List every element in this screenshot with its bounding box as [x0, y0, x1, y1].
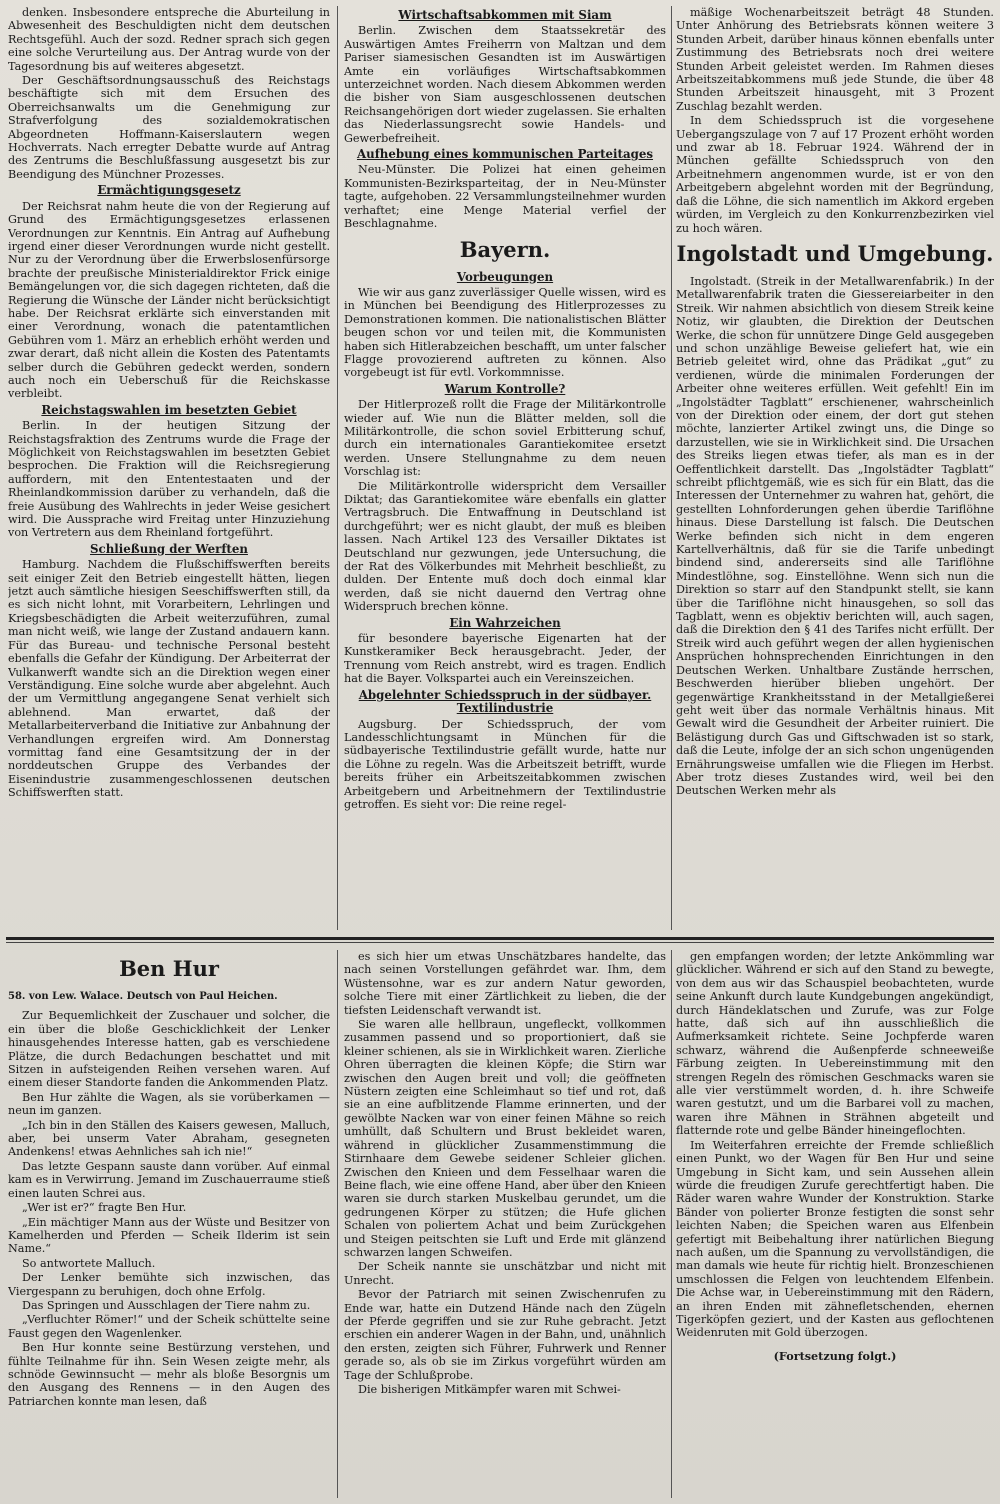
paragraph: Die bisherigen Mitkämpfer waren mit Schwei- [358, 1383, 621, 1396]
article-heading: Ermächtigungsgesetz [97, 183, 241, 198]
paragraph: Bevor der Patriarch mit seinen Zwischenrufen zu Ende war, hatte ein Dutzend Hände nach den Zügeln der Pferde gegriffen und sie zur Ruhe gebracht. Jetzt erschien ein anderer Wagen in der Bahn, und, unähnlich den ersten, zeigten sich Führer, Fuhrwerk und Renner gerade so, als ob sie im Zirkus vorgeführt würden am Tage der Schlußprobe. [344, 1288, 666, 1382]
paragraph: Berlin. Zwischen dem Staatssekretär des Auswärtigen Amtes Freiherrn von Maltzan und dem Pariser siamesischen Gesandten ist im Auswärtigen Amte ein vorläufiges Wirtschaftsabkommen unterzeichnet worden. Nach diesem Abkommen werden die bisher von Siam ausgeschlossenen deutschen Reichsangehörigen dort wieder zugelassen. Sie erhalten das Niederlassungsrecht sowie Handels- und Gewerbefreiheit. [344, 24, 666, 145]
paragraph: So antwortete Malluch. [22, 1256, 156, 1270]
article-heading: Abgelehnter Schiedsspruch in der südbayer. Textilindustrie [358, 687, 652, 716]
paragraph: Ben Hur konnte seine Bestürzung verstehen, und fühlte Teilnahme für ihn. Sein Wesen zeigte mehr, als schnöde Gewinnsucht — mehr als bloße Besorgnis um den Ausgang des Rennens — in den Augen des Patriarchen konnte man lesen, daß [8, 1341, 330, 1408]
article-heading: Ein Wahrzeichen [449, 615, 561, 630]
paragraph: „Ich bin in den Ställen des Kaisers gewesen, Malluch, aber, bei unserm Vater Abraham, gesegneten Andenkens! etwas Aehnliches sah ich nie!“ [8, 1118, 330, 1159]
paragraph: Zur Bequemlichkeit der Zuschauer und solcher, die ein über die bloße Geschicklichkeit der Lenker hinausgehendes Interesse hatten, gab es verschiedene Plätze, die durch Bedachungen beschattet und mit Sitzen in aufsteigenden Reihen versehen waren. Auf einem dieser Standorte fanden die Ankommenden Platz. [8, 1009, 330, 1090]
article-heading: Wirtschaftsabkommen mit Siam [398, 8, 612, 22]
article-heading: Vorbeugungen [456, 269, 554, 284]
column-divider [337, 950, 338, 1498]
paragraph: es sich hier um etwas Unschätzbares handelte, das nach seinen Vorstellungen gefährdet war. Ihm, dem Wüstensohne, war es zur andern Natur geworden, solche Tiere mit einer Zärtlichkeit zu lieben, die der tiefsten Leidenschaft verwandt ist. [344, 950, 666, 1017]
paragraph: Das Springen und Ausschlagen der Tiere nahm zu. [22, 1298, 311, 1312]
paragraph: Berlin. In der heutigen Sitzung der Reichstagsfraktion des Zentrums wurde die Frage der Möglichkeit von Reichstagswahlen im besetzten Gebiet besprochen. Die Fraktion will die Reichsregierung auffordern, mit den Ententestaaten und der Rheinlandkommission darüber zu verhandeln, daß die freie Ausübung des Wahlrechts in jeder Weise gesichert wird. Die Aussprache wird Freitag unter Hinzuziehung von Vertretern aus dem Rheinland fortgeführt. [8, 419, 330, 540]
section-title: Bayern. [459, 236, 551, 262]
paragraph: für besondere bayerische Eigenarten hat der Kunstkeramiker Beck herausgebracht. Jeder, der Trennung vom Reich anstrebt, wird es tragen. Endlich hat die Bayer. Volkspartei auch ein Vereinszeichen. [344, 632, 666, 686]
serial-byline: 58. von Lew. Walace. Deutsch von Paul Heichen. [8, 991, 278, 1002]
paragraph: Der Geschäftsordnungsausschuß des Reichstags beschäftigte sich mit dem Ersuchen des Oberreichsanwalts um die Genehmigung zur Strafverfolgung des sozialdemokratischen Abgeordneten Hoffmann-Kaiserslautern wegen Hochverrats. Nach erregter Debatte wurde auf Antrag des Zentrums die Beschlußfassung ausgesetzt bis zur Beendigung des Münchner Prozesses. [8, 74, 330, 181]
paragraph: „Verfluchter Römer!“ und der Scheik schüttelte seine Faust gegen den Wagenlenker. [8, 1313, 330, 1340]
top-column-3 [676, 6, 994, 930]
paragraph: Augsburg. Der Schiedsspruch, der vom Landesschlichtungsamt in München für die südbayerische Textilindustrie gefällt wurde, hatte nur die Löhne zu regeln. Was die Arbeitszeit betrifft, wurde bereits früher ein Arbeitszeitabkommen zwischen Arbeitgebern und Arbeitnehmern der Textilindustrie getroffen. Es sieht vor: Die reine regel- [344, 717, 666, 811]
paragraph: Hamburg. Nachdem die Flußschiffswerften bereits seit einiger Zeit den Betrieb eingestellt hätten, liegen jetzt auch sämtliche hiesigen Seeschiffswerften still, da es sich nicht lohnt, mit Vorarbeitern, Lehrlingen und Kriegsbeschädigten die Arbeit weiterzuführen, zumal man nicht weiß, wie lange der Zustand andauern kann. Für das Bureau- und technische Personal besteht ebenfalls die Gefahr der Kündigung. Der Arbeiterrat der Vulkanwerft wandte sich an die Direktion wegen einer Verständigung. Eine solche wurde aber abgelehnt. Auch der um Vermittlung angegangene Senat verhielt sich ablehnend. Man erwartet, daß der Metallarbeiterverband die Initiative zur Anbahnung der Verhandlungen ergreifen wird. Am Donnerstag vormittag fand eine Gesamtsitzung der in der norddeutschen Gruppe des Verbandes der Eisenindustrie zusammengeschlossenen deutschen Schiffswerften statt. [8, 558, 330, 800]
paragraph: Ingolstadt. (Streik in der Metallwarenfabrik.) In der Metallwarenfabrik traten die Giessereiarbeiter in den Streik. Wir nahmen absichtlich von diesem Streik keine Notiz, wir glaubten, die Direktion der Deutschen Werke, die schon für unnützere Dinge Geld ausgegeben und schon unzählige Beweise geliefert hat, wie ein Betrieb geleitet wird, ohne das Prädikat „gut“ zu verdienen, würde die minimalen Forderungen der Arbeiter ohne weiteres erfüllen. Weit gefehlt! Ein im „Ingolstädter Tagblatt“ erschienener, wahrscheinlich von der Direktion oder einem, der dort gut stehen möchte, lanzierter Artikel zwingt uns, die Dinge so darzustellen, wie sie in Wirklichkeit sind. Die Ursachen des Streiks liegen etwas tiefer, als man es in der Oeffentlichkeit darstellt. Das „Ingolstädter Tagblatt“ schreibt pflichtgemäß, wie es sich für ein Blatt, das die Interessen der Unternehmer zu wahren hat, gehört, die gestellten Lohnforderungen gehen überdie Tariflöhne hinaus. Diese Darstellung ist falsch. Die Deutschen Werke befinden sich nicht in dem engeren Kartellverhältnis, daß für sie die Tarife unbedingt bindend sind, andererseits sind alle Tariflöhne Mindestlöhne, sog. Einstellöhne. Wenn sich nun die Direktion so starr auf den Standpunkt stellt, sie kann über die Tariflöhne nicht hinausgehen, so soll das Tagblatt, wenn es objektiv berichten will, auch sagen, daß die Direktion den § 41 des Tarifes nicht erfüllt. Der Streik wird auch geführt wegen der allen hygienischen Ansprüchen hohnsprechenden Einrichtungen in den Deutschen Werken. Unhaltbare Zustände herrschen, Beschwerden hierüber blieben ungehört. Der gegenwärtige Krankheitsstand in der Metallgießerei geht weit über das normale Verhältnis hinaus. Mit Gewalt wird die Gesundheit der Arbeiter ruiniert. Die Belästigung durch Gas und Giftschwaden ist so stark, daß die Leute, infolge der an sich schon ungenügenden Ernährungsweise umfallen wie die Fliegen im Herbst. Aber trotz dieses Zustandes wird, weil bei den Deutschen Werken mehr als [676, 274, 994, 798]
article-heading: Aufhebung eines kommunischen Parteitages [356, 147, 654, 162]
paragraph: Sie waren alle hellbraun, ungefleckt, vollkommen zusammen passend und so proportioniert, daß sie kleiner schienen, als sie in Wirklichkeit waren. Zierliche Ohren überragten die kleinen Köpfe; die Stirn war zwischen den Augen breit und voll; die geöffneten Nüstern zeigten eine Schleimhaut so tief und rot, daß sie an eine aufblitzende Flamme erinnerten, und der gewölbte Nacken war von einer feinen Mähne so reich umhüllt, daß Schultern und Brust bekleidet waren, während in glücklicher Zusammenstimmung die Stirnhaare dem Gewebe seidener Schleier glichen. Zwischen den Knieen und dem Fesselhaar waren die Beine flach, wie eine offene Hand, aber über den Knieen waren sie durch starken Muskelbau gerundet, um die gedrungenen Körper zu stützen; die Hufe glichen Schalen von poliertem Achat und beim Zurückgehen und Steigen peitschten sie Luft und Erde mit glänzend schwarzen langen Schweifen. [344, 1018, 666, 1259]
top-column-2 [344, 6, 666, 930]
paragraph: Ben Hur zählte die Wagen, als sie vorüberkamen — neun im ganzen. [8, 1090, 330, 1118]
serial-column-1 [8, 950, 330, 1498]
paragraph: gen empfangen worden; der letzte Ankömmling war glücklicher. Während er sich auf den Stand zu bewegte, von dem aus wir das Schauspiel beobachteten, wurde seine Ankunft durch laute Kundgebungen angekündigt, durch Händeklatschen und Zurufe, was zur Folge hatte, daß sich auf ihn ausschließlich die Aufmerksamkeit richtete. Seine Jochpferde waren schwarz, während die Außenpferde schneeweiße Färbung zeigten. In Uebereinstimmung mit den strengen Regeln des römischen Geschmacks waren sie alle vier verstümmelt worden, d. h. ihre Schweife waren gestutzt, und um die Barbarei voll zu machen, waren ihre Mähnen in Strähnen abgeteilt und flatternde rote und gelbe Bänder hineingeflochten. [676, 950, 994, 1138]
column-divider [671, 950, 672, 1498]
paragraph: „Ein mächtiger Mann aus der Wüste und Besitzer von Kamelherden und Pferden — Scheik Ilderim ist sein Name.“ [8, 1215, 330, 1256]
continuation-note: (Fortsetzung folgt.) [773, 1348, 897, 1363]
paragraph: Der Scheik nannte sie unschätzbar und nicht mit Unrecht. [344, 1260, 666, 1287]
article-heading: Schließung der Werften [90, 541, 248, 556]
column-divider [337, 6, 338, 930]
paragraph: Wie wir aus ganz zuverlässiger Quelle wissen, wird es in München bei Beendigung des Hitlerprozesses zu Demonstrationen kommen. Die nationalistischen Blätter beugen schon vor und teilen mit, die Kommunisten haben sich Hitlerabzeichen beschafft, um unter falscher Flagge provozierend auftreten zu können. Also vorgebeugt ist für evtl. Vorkommnisse. [344, 285, 666, 380]
article-heading: Reichstagswahlen im besetzten Gebiet [41, 402, 297, 417]
section-title: Ingolstadt und Umgebung. [676, 240, 994, 266]
paragraph: Die Militärkontrolle widerspricht dem Versailler Diktat; das Garantiekomitee wäre ebenfalls ein glatter Vertragsbruch. Die Entwaffnung in Deutschland ist durchgeführt; wer es nicht glaubt, der muß es bleiben lassen. Nach Artikel 123 des Versailler Diktates ist Deutschland nur gezwungen, jede Untersuchung, die der Rat des Völkerbundes mit Mehrheit beschließt, zu dulden. Der Entente muß doch doch einmal klar werden, daß sie nicht dauernd den Vertrag ohne Widerspruch brechen könne. [344, 479, 666, 614]
paragraph: mäßige Wochenarbeitszeit beträgt 48 Stunden. Unter Anhörung des Betriebsrats können weitere 3 Stunden Arbeit, darüber hinaus können ebenfalls unter Zustimmung des Betriebsrats noch drei weitere Stunden Arbeit geleistet werden. Im Rahmen dieses Arbeitszeitabkommens muß jede Stunde, die über 48 Stunden Arbeitszeit hinausgeht, mit 3 Prozent Zuschlag bezahlt werden. [676, 6, 994, 113]
paragraph: Der Lenker bemühte sich inzwischen, das Viergespann zu beruhigen, doch ohne Erfolg. [8, 1271, 330, 1298]
section-rule-thin [6, 942, 994, 943]
paragraph: Das letzte Gespann sauste dann vorüber. Auf einmal kam es in Verwirrung. Jemand im Zuschauerraume stieß einen lauten Schrei aus. [8, 1159, 330, 1200]
article-heading: Warum Kontrolle? [444, 381, 566, 396]
paragraph: In dem Schiedsspruch ist die vorgesehene Uebergangszulage von 7 auf 17 Prozent erhöht worden und zwar ab 18. Februar 1924. Während der in München gefällte Schiedsspruch von den Arbeitnehmern angenommen wurde, ist er von den Arbeitgebern abgelehnt worden mit der Begründung, daß die Löhne, die sich namentlich im Akkord ergeben würden, im Vergleich zu den Konkurrenzbezirken viel zu hoch wären. [676, 114, 994, 235]
paragraph: „Wer ist er?“ fragte Ben Hur. [22, 1201, 187, 1215]
paragraph: Der Hitlerprozeß rollt die Frage der Militärkontrolle wieder auf. Wie nun die Blätter melden, soll die Militärkontrolle, die schon soviel Erbitterung schuf, durch ein internationales Garantiekomitee ersetzt werden. Unsere Stellungnahme zu dem neuen Vorschlag ist: [344, 398, 666, 479]
serial-column-2 [344, 950, 666, 1498]
section-rule [6, 937, 994, 940]
paragraph: Im Weiterfahren erreichte der Fremde schließlich einen Punkt, wo der Wagen für Ben Hur und seine Umgebung in Sicht kam, und sein Aussehen allein würde die freudigen Zurufe gerechtfertigt haben. Die Räder waren wahre Wunder der Konstruktion. Starke Bänder von polierter Bronze festigten die sonst sehr leichten Naben; die Speichen waren aus Elfenbein gefertigt mit Beibehaltung ihrer natürlichen Biegung nach außen, um die Spannung zu vervollständigen, die man damals wie heute für richtig hielt. Bronzeschienen umschlossen die Felgen von leuchtendem Elfenbein. Die Achse war, in Uebereinstimmung mit den Rädern, an ihren Enden mit zähnefletschenden, ehernen Tigerköpfen geziert, und der Kasten aus geflochtenen Weidenruten mit Gold überzogen. [676, 1138, 994, 1340]
serial-title: Ben Hur [119, 956, 219, 981]
serial-column-3 [676, 950, 994, 1498]
paragraph: Neu-Münster. Die Polizei hat einen geheimen Kommunisten-Bezirksparteitag, der in Neu-Münster tagte, aufgehoben. 22 Versammlungsteilnehmer wurden verhaftet; eine Menge Material verfiel der Beschlagnahme. [344, 163, 666, 231]
column-divider [671, 6, 672, 930]
paragraph: denken. Insbesondere entspreche die Aburteilung in Abwesenheit des Beschuldigten nicht dem deutschen Rechtsgefühl. Auch der sozd. Redner sprach sich gegen eine solche Verurteilung aus. Der Antrag wurde von der Tagesordnung bis auf weiteres abgesetzt. [8, 6, 330, 73]
paragraph: Der Reichsrat nahm heute die von der Regierung auf Grund des Ermächtigungsgesetzes erlassenen Verordnungen zur Kenntnis. Ein Antrag auf Aufhebung irgend einer dieser Verordnungen wurde nicht gestellt. Nur zu der Verordnung über die Erwerbslosenfürsorge brachte der preußische Ministerialdirektor Frick einige Bemängelungen vor, die sich dagegen richteten, daß die Regierung die Wünsche der Länder nicht berücksichtigt habe. Der Reichsrat erklärte sich einverstanden mit einer Verordnung, wonach die patentamtlichen Gebühren vom 1. März an erheblich erhöht werden und zwar derart, daß nicht allein die Kosten des Patentamts selber durch die Gebühren gedeckt werden, sondern auch noch ein Ueberschuß für die Reichskasse verbleibt. [8, 199, 330, 401]
top-column-1 [8, 6, 330, 930]
